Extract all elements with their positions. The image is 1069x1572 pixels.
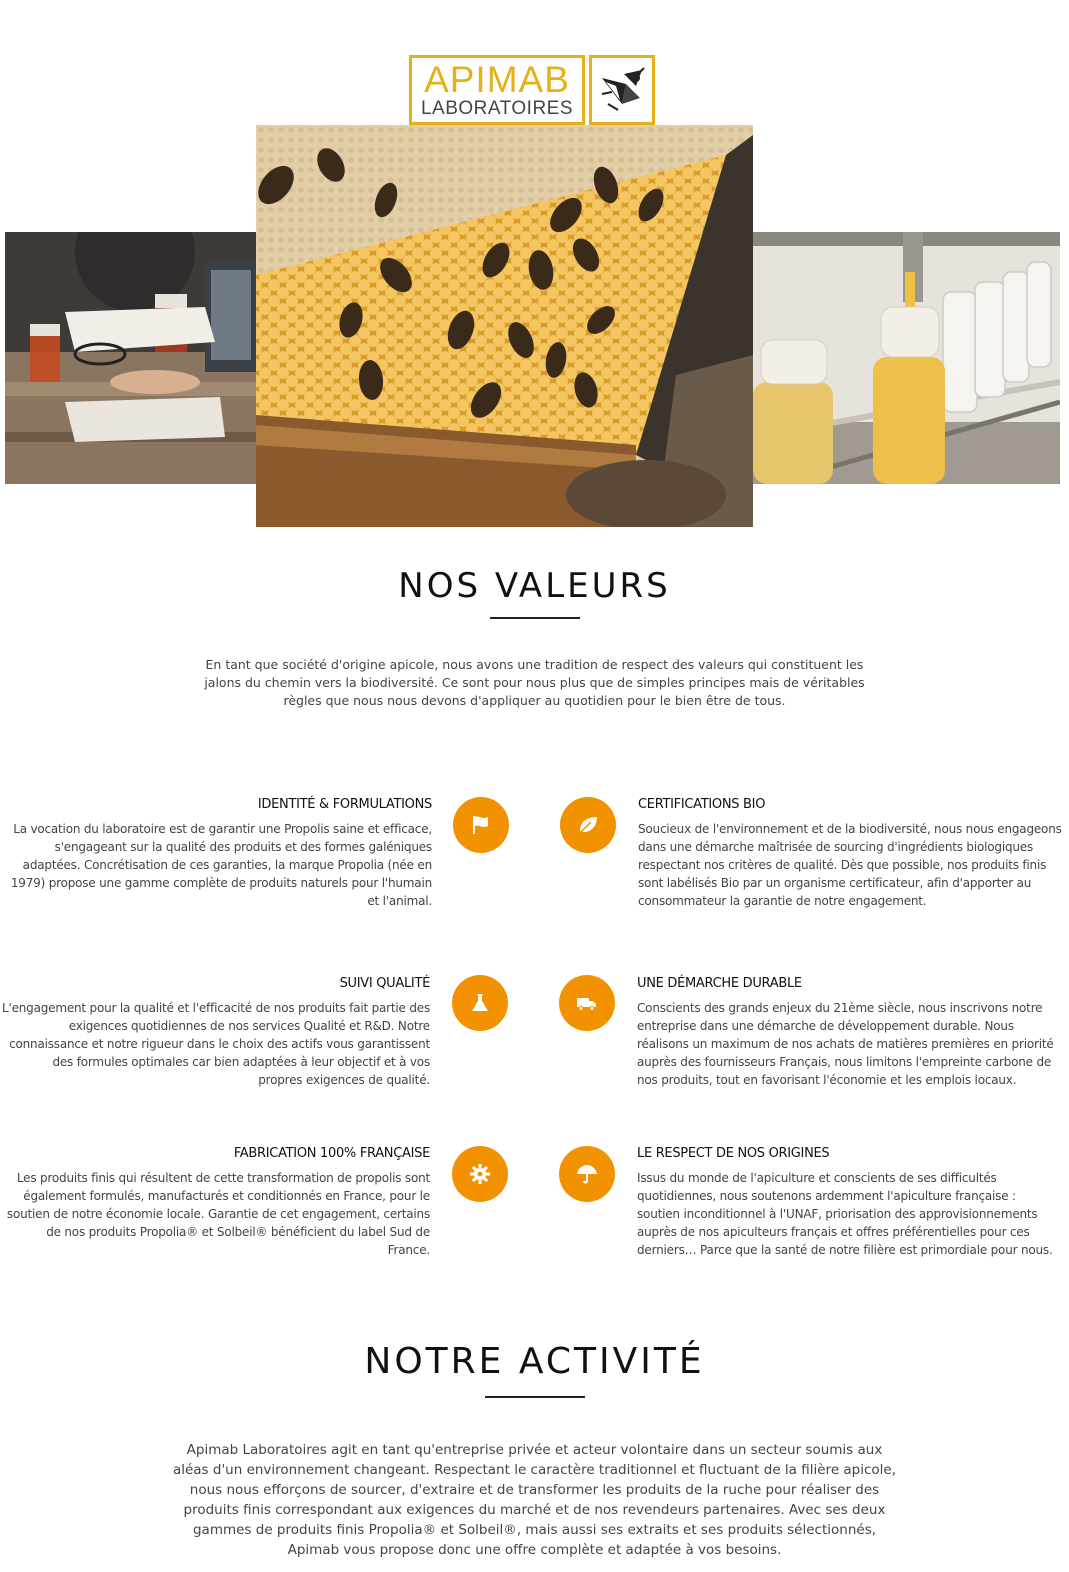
value-text-line: Conscients des grands enjeux du 21ème siècle, nous inscrivons notre: [637, 1001, 1043, 1015]
value-title: FABRICATION 100% FRANÇAISE: [233, 1146, 430, 1161]
value-text-line: connaissance et notre rigueur dans le choix des actifs vous garantissent: [9, 1037, 430, 1051]
value-text-line: derniers… Parce que la santé de notre filière est primordiale pour nous.: [637, 1243, 1053, 1257]
value-text-line: Les produits finis qui résultent de cette transformation de propolis sont: [16, 1171, 430, 1185]
value-text: [0, 1169, 430, 1259]
value-text-line: dans une démarche maîtrisée de sourcing d'ingrédients biologiques: [638, 840, 1034, 854]
value-qualite: [0, 975, 430, 1089]
value-text-line: auprès de nos apiculteurs français et offres préférentielles pour ces: [637, 1225, 1030, 1239]
logo-wordmark: [409, 55, 585, 125]
value-text-line: Soucieux de l'environnement et de la biodiversité, nous nous engageons: [638, 822, 1062, 836]
logo-name: APIMAB: [424, 59, 570, 100]
activity-text-line: Apimab Laboratoires agit en tant qu'entreprise privée et acteur volontaire dans un secteur soumis aux: [186, 1442, 883, 1458]
value-text: [637, 1169, 1067, 1259]
value-text-line: 1979) propose une gamme complète de produits naturels pour l'humain: [10, 876, 432, 890]
leaf-icon: [560, 797, 616, 853]
activity-text-line: nous nous efforçons de sourcer, d'extraire et de transformer les produits de la ruche pour réaliser des: [189, 1482, 880, 1498]
value-text: [2, 820, 432, 910]
values-title: NOS VALEURS: [398, 566, 671, 606]
value-text-line: entreprise dans une démarche de développement durable. Nous: [637, 1019, 1014, 1033]
value-text: [0, 999, 430, 1089]
bottling-line-photo: [753, 232, 1060, 484]
value-text-line: quotidiennes, nous soutenons ardemment l'apiculture française :: [637, 1189, 1016, 1203]
desk-photo: [5, 232, 257, 484]
activity-text-line: Apimab vous propose donc une offre complète et adaptée à vos besoins.: [287, 1542, 782, 1558]
activity-title-divider: [485, 1396, 585, 1398]
gear-icon: [452, 1146, 508, 1202]
value-text-line: respectant nos critères de qualité. Dès que possible, nos produits finis: [638, 858, 1047, 872]
value-text-line: également formulés, manufacturés et conditionnés en France, pour le: [23, 1189, 430, 1203]
value-text-line: de nos produits Propolia® et Solbeil® bénéficient du label Sud de: [46, 1225, 430, 1239]
brand-logo[interactable]: [409, 55, 655, 125]
value-text-line: Issus du monde de l'apiculture et conscients de ses difficultés: [637, 1171, 997, 1185]
value-text-line: propres exigences de qualité.: [258, 1073, 430, 1087]
value-text-line: La vocation du laboratoire est de garantir une Propolis saine et efficace,: [13, 822, 432, 836]
bee-icon: [589, 55, 655, 125]
value-text-line: soutien inconditionnel à l'UNAF, priorisation des approvisionnements: [637, 1207, 1038, 1221]
value-origines: [637, 1145, 1067, 1259]
value-fabrication: [0, 1145, 430, 1259]
umbrella-icon: [559, 1146, 615, 1202]
value-title: LE RESPECT DE NOS ORIGINES: [637, 1146, 830, 1161]
honeycomb-bees-photo: [256, 125, 753, 527]
value-title: SUIVI QUALITÉ: [339, 976, 430, 991]
values-intro-line: règles que nous nous devons d'appliquer au quotidien pour le bien être de tous.: [283, 693, 786, 708]
value-text-line: France.: [387, 1243, 430, 1257]
value-text-line: s'engageant sur la qualité des produits et des formes galéniques: [54, 840, 432, 854]
activity-text-line: produits finis correspondant aux exigences du marché et de nos revendeurs partenaires. Avec ses deux: [183, 1502, 886, 1518]
value-title: CERTIFICATIONS BIO: [638, 797, 766, 812]
value-text-line: réalisons un maximum de nos achats de matières premières en priorité: [637, 1037, 1054, 1051]
value-certifications: [638, 796, 1068, 910]
truck-icon: [559, 975, 615, 1031]
value-text-line: L'engagement pour la qualité et l'efficacité de nos produits fait partie des: [2, 1001, 430, 1015]
value-text-line: sont labélisés Bio par un organisme certificateur, afin d'apporter au: [638, 876, 1032, 890]
value-text-line: adaptées. Concrétisation de ces garanties, la marque Propolia (née en: [22, 858, 432, 872]
values-title-divider: [490, 617, 580, 619]
value-text-line: soutien de notre économie locale. Garantie de cet engagement, certains: [6, 1207, 430, 1221]
activity-text: [150, 1440, 919, 1560]
values-intro-line: jalons du chemin vers la biodiversité. Ce sont pour nous plus que de simples principes mais de véritables: [204, 675, 865, 690]
values-intro: [180, 656, 889, 710]
activity-text-line: gammes de produits finis Propolia® et Solbeil®, mais aussi ses extraits et ses produits sélectionnés,: [192, 1522, 877, 1538]
activity-title: NOTRE ACTIVITÉ: [364, 1341, 705, 1382]
value-text-line: auprès des fournisseurs Français, nous limitons l'empreinte carbone de: [637, 1055, 1052, 1069]
value-text-line: et l'animal.: [367, 894, 432, 908]
value-title: IDENTITÉ & FORMULATIONS: [257, 797, 432, 812]
value-text-line: exigences quotidiennes de nos services Qualité et R&D. Notre: [68, 1019, 430, 1033]
activity-text-line: aléas d'un environnement changeant. Respectant le caractère traditionnel et fluctuant de la filière apicole,: [172, 1462, 897, 1478]
flag-icon: [453, 797, 509, 853]
value-durable: [637, 975, 1067, 1089]
value-text-line: nos produits, tout en favorisant l'économie et les emplois locaux.: [637, 1073, 1017, 1087]
flask-icon: [452, 975, 508, 1031]
logo-subtitle: LABORATOIRES: [420, 98, 574, 119]
value-text-line: consommateur la garantie de notre engagement.: [638, 894, 927, 908]
values-intro-line: En tant que société d'origine apicole, nous avons une tradition de respect des valeurs qui constituent les: [205, 657, 864, 672]
value-identite: [2, 796, 432, 910]
value-text-line: des formules optimales car bien adaptées à leur objectif et à vos: [52, 1055, 430, 1069]
value-text: [637, 999, 1067, 1089]
value-title: UNE DÉMARCHE DURABLE: [637, 976, 802, 991]
value-text: [638, 820, 1068, 910]
